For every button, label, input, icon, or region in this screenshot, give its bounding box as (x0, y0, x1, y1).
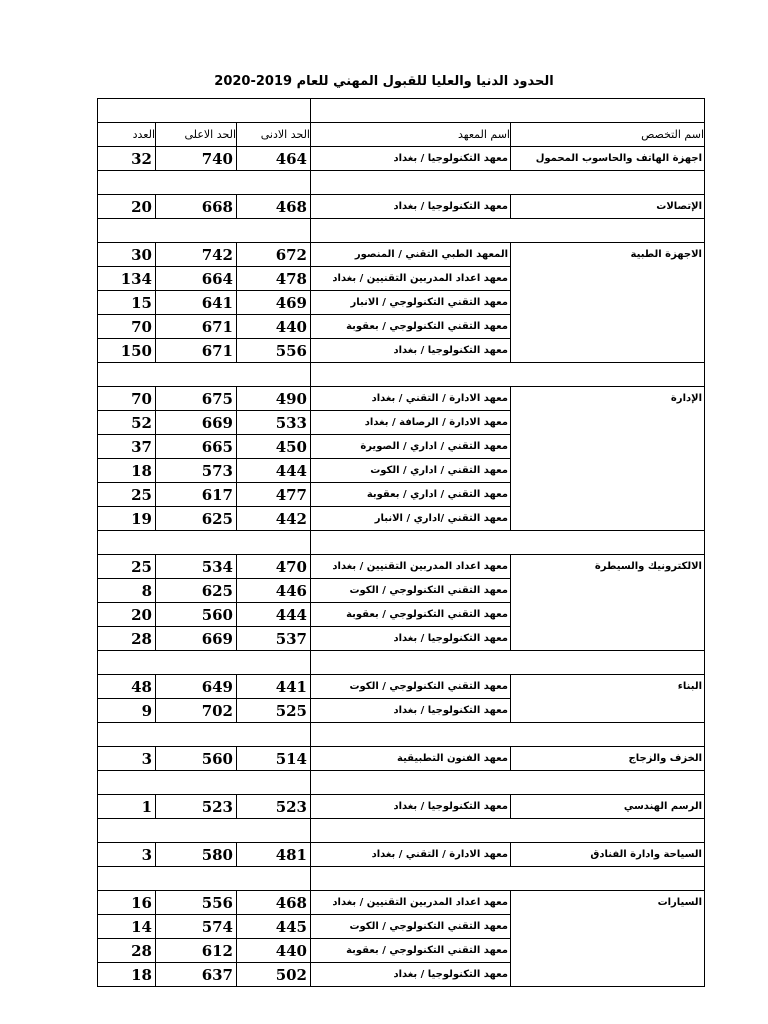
max-score-cell: 668 (156, 195, 237, 219)
max-score-cell: 534 (156, 555, 237, 579)
blank-cell (98, 219, 156, 243)
institute-cell: معهد التكنولوجيا / بغداد (311, 699, 511, 723)
count-cell: 28 (98, 939, 156, 963)
specialty-cell (511, 507, 705, 531)
blank-cell (511, 771, 705, 795)
blank-cell (311, 771, 511, 795)
min-score-cell: 537 (237, 627, 311, 651)
spacer-row (98, 171, 705, 195)
page-title: الحدود الدنيا والعليا للقبول المهني للعام 2019-2020 (214, 74, 554, 89)
blank-cell (156, 531, 237, 555)
max-score-cell: 649 (156, 675, 237, 699)
blank-cell (311, 363, 511, 387)
specialty-cell: الاجهزة الطبية (511, 243, 705, 267)
blank-cell (156, 771, 237, 795)
max-score-cell: 669 (156, 411, 237, 435)
table-row (98, 603, 705, 627)
min-score-cell: 523 (237, 795, 311, 819)
blank-cell (98, 171, 156, 195)
min-score-cell: 502 (237, 963, 311, 987)
blank-cell (98, 819, 156, 843)
count-cell: 25 (98, 555, 156, 579)
table-row (98, 555, 705, 579)
min-score-cell: 468 (237, 195, 311, 219)
blank-cell (237, 651, 311, 675)
header-institute: اسم المعهد (311, 123, 511, 147)
blank-cell (511, 723, 705, 747)
min-score-cell: 440 (237, 939, 311, 963)
table-top-blank-row (98, 99, 705, 123)
count-cell: 14 (98, 915, 156, 939)
count-cell: 52 (98, 411, 156, 435)
count-cell: 48 (98, 675, 156, 699)
table-row (98, 435, 705, 459)
blank-cell (156, 723, 237, 747)
max-score-cell: 669 (156, 627, 237, 651)
institute-cell: معهد التقني /اداري / الانبار (311, 507, 511, 531)
max-score-cell: 664 (156, 267, 237, 291)
institute-cell: معهد التقني التكنولوجي / الكوت (311, 675, 511, 699)
max-score-cell: 665 (156, 435, 237, 459)
blank-cell (98, 651, 156, 675)
institute-cell: معهد التقني التكنولوجي / الانبار (311, 291, 511, 315)
blank-cell (311, 219, 511, 243)
table-row (98, 483, 705, 507)
institute-cell: معهد التقني التكنولوجي / بعقوبة (311, 315, 511, 339)
table-row (98, 747, 705, 771)
count-cell: 70 (98, 315, 156, 339)
count-cell: 25 (98, 483, 156, 507)
specialty-cell (511, 291, 705, 315)
institute-cell: معهد التقني التكنولوجي / بعقوبة (311, 603, 511, 627)
count-cell: 15 (98, 291, 156, 315)
institute-cell: معهد التقني التكنولوجي / بعقوبة (311, 939, 511, 963)
table-row (98, 315, 705, 339)
max-score-cell: 702 (156, 699, 237, 723)
blank-cell (156, 363, 237, 387)
max-score-cell: 740 (156, 147, 237, 171)
table-row (98, 507, 705, 531)
max-score-cell: 625 (156, 579, 237, 603)
count-cell: 8 (98, 579, 156, 603)
specialty-cell (511, 963, 705, 987)
institute-cell: معهد التقني التكنولوجي / الكوت (311, 915, 511, 939)
blank-cell (237, 219, 311, 243)
count-cell: 19 (98, 507, 156, 531)
table-row (98, 675, 705, 699)
institute-cell: معهد التكنولوجيا / بغداد (311, 795, 511, 819)
blank-cell (98, 531, 156, 555)
max-score-cell: 560 (156, 747, 237, 771)
min-score-cell: 525 (237, 699, 311, 723)
spacer-row (98, 363, 705, 387)
specialty-cell: البناء (511, 675, 705, 699)
blank-cell (311, 651, 511, 675)
blank-cell (98, 723, 156, 747)
min-score-cell: 446 (237, 579, 311, 603)
count-cell: 70 (98, 387, 156, 411)
min-score-cell: 444 (237, 603, 311, 627)
min-score-cell: 481 (237, 843, 311, 867)
specialty-cell (511, 579, 705, 603)
table-row (98, 147, 705, 171)
table-header-row (98, 123, 705, 147)
table-row (98, 915, 705, 939)
table-row (98, 459, 705, 483)
institute-cell: معهد الادارة / الرصافة / بغداد (311, 411, 511, 435)
spacer-row (98, 531, 705, 555)
table-row (98, 339, 705, 363)
table-row (98, 939, 705, 963)
min-score-cell: 478 (237, 267, 311, 291)
count-cell: 37 (98, 435, 156, 459)
institute-cell: معهد التقني / اداري / الصويرة (311, 435, 511, 459)
blank-cell (98, 771, 156, 795)
spacer-row (98, 219, 705, 243)
count-cell: 30 (98, 243, 156, 267)
institute-cell: معهد التكنولوجيا / بغداد (311, 147, 511, 171)
min-score-cell: 556 (237, 339, 311, 363)
table-row (98, 891, 705, 915)
admission-table-body (98, 99, 705, 987)
max-score-cell: 671 (156, 339, 237, 363)
blank-cell (511, 531, 705, 555)
header-count: العدد (98, 123, 156, 147)
count-cell: 134 (98, 267, 156, 291)
max-score-cell: 641 (156, 291, 237, 315)
table-row (98, 795, 705, 819)
specialty-cell: السيارات (511, 891, 705, 915)
max-score-cell: 637 (156, 963, 237, 987)
specialty-cell: الرسم الهندسي (511, 795, 705, 819)
blank-cell (237, 771, 311, 795)
count-cell: 20 (98, 603, 156, 627)
table-row (98, 699, 705, 723)
min-score-cell: 672 (237, 243, 311, 267)
count-cell: 20 (98, 195, 156, 219)
institute-cell: معهد الفنون التطبيقية (311, 747, 511, 771)
blank-cell (511, 651, 705, 675)
specialty-cell (511, 627, 705, 651)
max-score-cell: 523 (156, 795, 237, 819)
specialty-cell: الالكترونيك والسيطرة (511, 555, 705, 579)
table-row (98, 387, 705, 411)
blank-cell (237, 171, 311, 195)
max-score-cell: 671 (156, 315, 237, 339)
blank-cell (98, 867, 156, 891)
blank-cell (511, 171, 705, 195)
specialty-cell (511, 483, 705, 507)
blank-cell (511, 219, 705, 243)
blank-cell (156, 651, 237, 675)
blank-cell (98, 99, 156, 123)
max-score-cell: 560 (156, 603, 237, 627)
blank-cell (511, 99, 705, 123)
institute-cell: معهد اعداد المدربين التقنيين / بغداد (311, 555, 511, 579)
min-score-cell: 533 (237, 411, 311, 435)
count-cell: 9 (98, 699, 156, 723)
specialty-cell (511, 603, 705, 627)
min-score-cell: 440 (237, 315, 311, 339)
max-score-cell: 580 (156, 843, 237, 867)
specialty-cell (511, 339, 705, 363)
min-score-cell: 490 (237, 387, 311, 411)
institute-cell: معهد التقني / اداري / الكوت (311, 459, 511, 483)
blank-cell (511, 867, 705, 891)
blank-cell (156, 819, 237, 843)
min-score-cell: 464 (237, 147, 311, 171)
blank-cell (156, 99, 237, 123)
count-cell: 18 (98, 459, 156, 483)
blank-cell (511, 363, 705, 387)
max-score-cell: 574 (156, 915, 237, 939)
specialty-cell: الإدارة (511, 387, 705, 411)
blank-cell (156, 171, 237, 195)
specialty-cell (511, 315, 705, 339)
specialty-cell: السياحة وادارة الفنادق (511, 843, 705, 867)
blank-cell (156, 867, 237, 891)
spacer-row (98, 723, 705, 747)
institute-cell: معهد الادارة / التقني / بغداد (311, 843, 511, 867)
specialty-cell (511, 411, 705, 435)
max-score-cell: 675 (156, 387, 237, 411)
blank-cell (237, 363, 311, 387)
min-score-cell: 444 (237, 459, 311, 483)
institute-cell: معهد التقني التكنولوجي / الكوت (311, 579, 511, 603)
blank-cell (311, 723, 511, 747)
blank-cell (237, 867, 311, 891)
table-row (98, 579, 705, 603)
header-specialty: اسم التخصص (511, 123, 705, 147)
spacer-row (98, 819, 705, 843)
specialty-cell (511, 459, 705, 483)
max-score-cell: 742 (156, 243, 237, 267)
spacer-row (98, 651, 705, 675)
max-score-cell: 625 (156, 507, 237, 531)
specialty-cell: الإتصالات (511, 195, 705, 219)
institute-cell: معهد الادارة / التقني / بغداد (311, 387, 511, 411)
blank-cell (237, 531, 311, 555)
min-score-cell: 441 (237, 675, 311, 699)
blank-cell (237, 819, 311, 843)
table-row (98, 243, 705, 267)
table-row (98, 963, 705, 987)
blank-cell (237, 723, 311, 747)
institute-cell: معهد التكنولوجيا / بغداد (311, 339, 511, 363)
blank-cell (311, 819, 511, 843)
blank-cell (237, 99, 311, 123)
max-score-cell: 573 (156, 459, 237, 483)
admission-table (97, 98, 705, 987)
institute-cell: معهد التكنولوجيا / بغداد (311, 963, 511, 987)
min-score-cell: 469 (237, 291, 311, 315)
table-row (98, 267, 705, 291)
blank-cell (156, 219, 237, 243)
blank-cell (511, 819, 705, 843)
count-cell: 150 (98, 339, 156, 363)
count-cell: 3 (98, 843, 156, 867)
min-score-cell: 450 (237, 435, 311, 459)
min-score-cell: 477 (237, 483, 311, 507)
blank-cell (311, 531, 511, 555)
specialty-cell (511, 915, 705, 939)
institute-cell: معهد اعداد المدربين التقنيين / بغداد (311, 267, 511, 291)
table-row (98, 627, 705, 651)
institute-cell: المعهد الطبي التقني / المنصور (311, 243, 511, 267)
max-score-cell: 617 (156, 483, 237, 507)
specialty-cell: الخزف والزجاج (511, 747, 705, 771)
count-cell: 1 (98, 795, 156, 819)
count-cell: 3 (98, 747, 156, 771)
institute-cell: معهد التكنولوجيا / بغداد (311, 195, 511, 219)
table-row (98, 195, 705, 219)
min-score-cell: 442 (237, 507, 311, 531)
min-score-cell: 468 (237, 891, 311, 915)
max-score-cell: 556 (156, 891, 237, 915)
max-score-cell: 612 (156, 939, 237, 963)
institute-cell: معهد التكنولوجيا / بغداد (311, 627, 511, 651)
specialty-cell: اجهزة الهاتف والحاسوب المحمول (511, 147, 705, 171)
institute-cell: معهد اعداد المدربين التقنيين / بغداد (311, 891, 511, 915)
specialty-cell (511, 267, 705, 291)
blank-cell (98, 363, 156, 387)
table-row (98, 411, 705, 435)
min-score-cell: 445 (237, 915, 311, 939)
header-max: الحد الاعلى (156, 123, 237, 147)
count-cell: 18 (98, 963, 156, 987)
blank-cell (311, 99, 511, 123)
blank-cell (311, 867, 511, 891)
min-score-cell: 514 (237, 747, 311, 771)
spacer-row (98, 867, 705, 891)
specialty-cell (511, 939, 705, 963)
specialty-cell (511, 435, 705, 459)
count-cell: 28 (98, 627, 156, 651)
institute-cell: معهد التقني / اداري / بعقوبة (311, 483, 511, 507)
blank-cell (311, 171, 511, 195)
specialty-cell (511, 699, 705, 723)
header-min: الحد الادنى (237, 123, 311, 147)
min-score-cell: 470 (237, 555, 311, 579)
table-row (98, 843, 705, 867)
count-cell: 16 (98, 891, 156, 915)
count-cell: 32 (98, 147, 156, 171)
spacer-row (98, 771, 705, 795)
table-row (98, 291, 705, 315)
